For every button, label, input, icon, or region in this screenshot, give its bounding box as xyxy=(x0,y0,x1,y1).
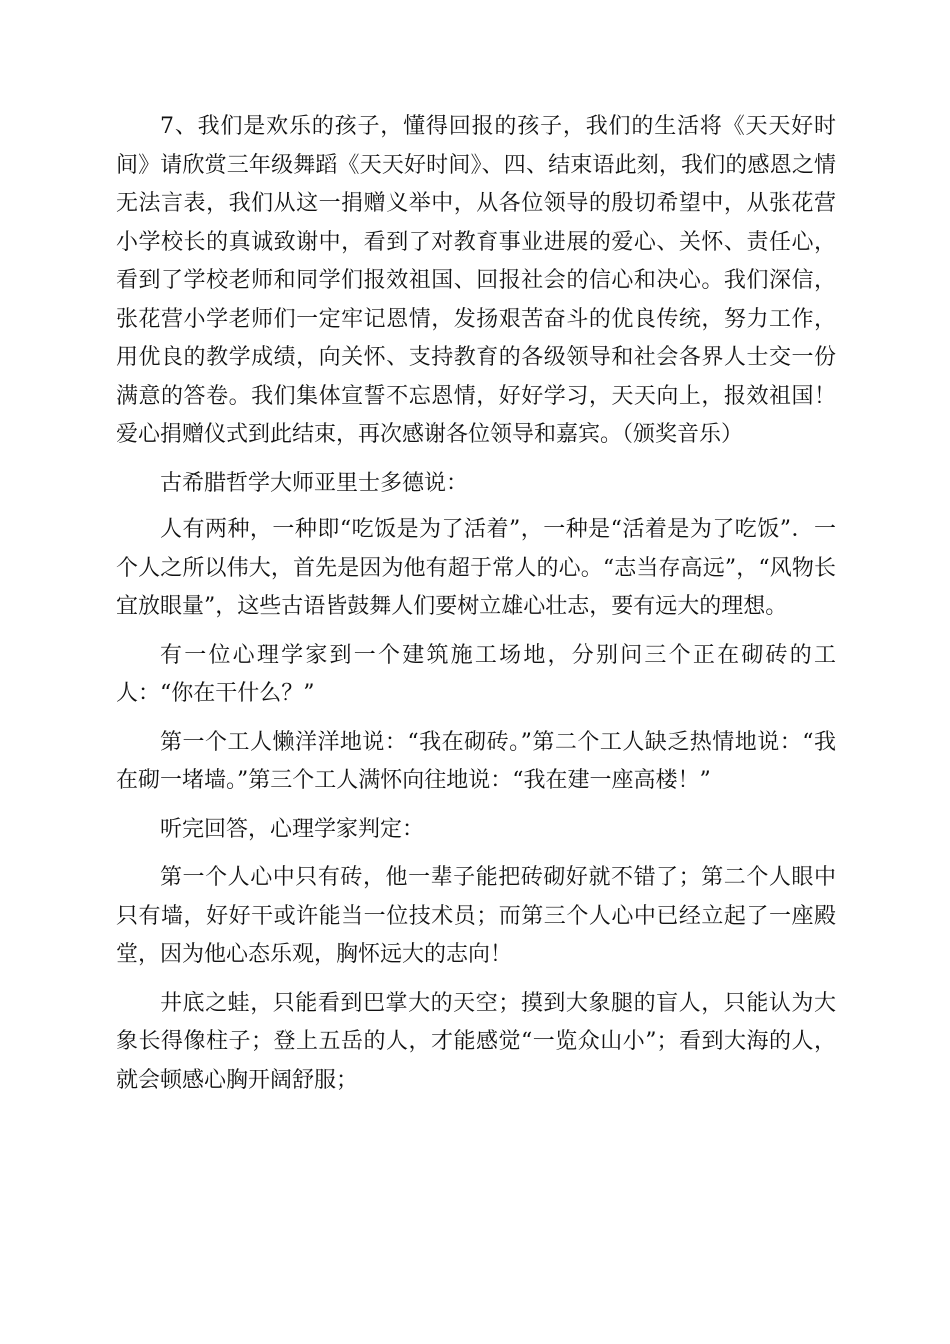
paragraph-psychologist-question: 有一位心理学家到一个建筑施工场地，分别问三个正在砌砖的工人：“你在干什么？” xyxy=(116,642,836,706)
document-page xyxy=(116,108,836,1100)
paragraph-two-kinds-of-people: 人有两种，一种即“吃饭是为了活着”，一种是“活着是为了吃饭”．一个人之所以伟大，首先是因为他有超于常人的心。“志当存高远”，“风物长宜放眼量”，这些古语皆鼓舞人们要树立雄心壮志，要有远大的理想。 xyxy=(116,517,836,619)
paragraph-three-workers: 第一个工人懒洋洋地说：“我在砌砖。”第二个工人缺乏热情地说：“我在砌一堵墙。”第三个工人满怀向往地说：“我在建一座高楼！” xyxy=(116,729,836,793)
paragraph-three-hearts: 第一个人心中只有砖，他一辈子能把砖砌好就不错了；第二个人眼中只有墙，好好干或许能当一位技术员；而第三个人心中已经立起了一座殿堂，因为他心态乐观，胸怀远大的志向！ xyxy=(116,865,836,967)
paragraph-ceremony-closing: 7、我们是欢乐的孩子，懂得回报的孩子，我们的生活将《天天好时间》请欣赏三年级舞蹈《天天好时间》、四、结束语此刻，我们的感恩之情无法言表，我们从这一捐赠义举中，从各位领导的殷切希望中，从张花营小学校长的真诚致谢中，看到了对教育事业进展的爱心、关怀、责任心，看到了学校老师和同学们报效祖国、回报社会的信心和决心。我们深信，张花营小学老师们一定牢记恩情，发扬艰苦奋斗的优良传统，努力工作，用优良的教学成绩，向关怀、支持教育的各级领导和社会各界人士交一份满意的答卷。我们集体宣誓不忘恩情，好好学习，天天向上，报效祖国！爱心捐赠仪式到此结束，再次感谢各位领导和嘉宾。（颁奖音乐） xyxy=(116,114,836,447)
paragraph-frog-in-well: 井底之蛙，只能看到巴掌大的天空；摸到大象腿的盲人，只能认为大象长得像柱子；登上五岳的人，才能感觉“一览众山小”；看到大海的人，就会顿感心胸开阔舒服； xyxy=(116,990,836,1093)
paragraph-aristotle-intro: 古希腊哲学大师亚里士多德说： xyxy=(160,470,469,496)
paragraph-psychologist-judgment: 听完回答，心理学家判定： xyxy=(160,816,425,842)
